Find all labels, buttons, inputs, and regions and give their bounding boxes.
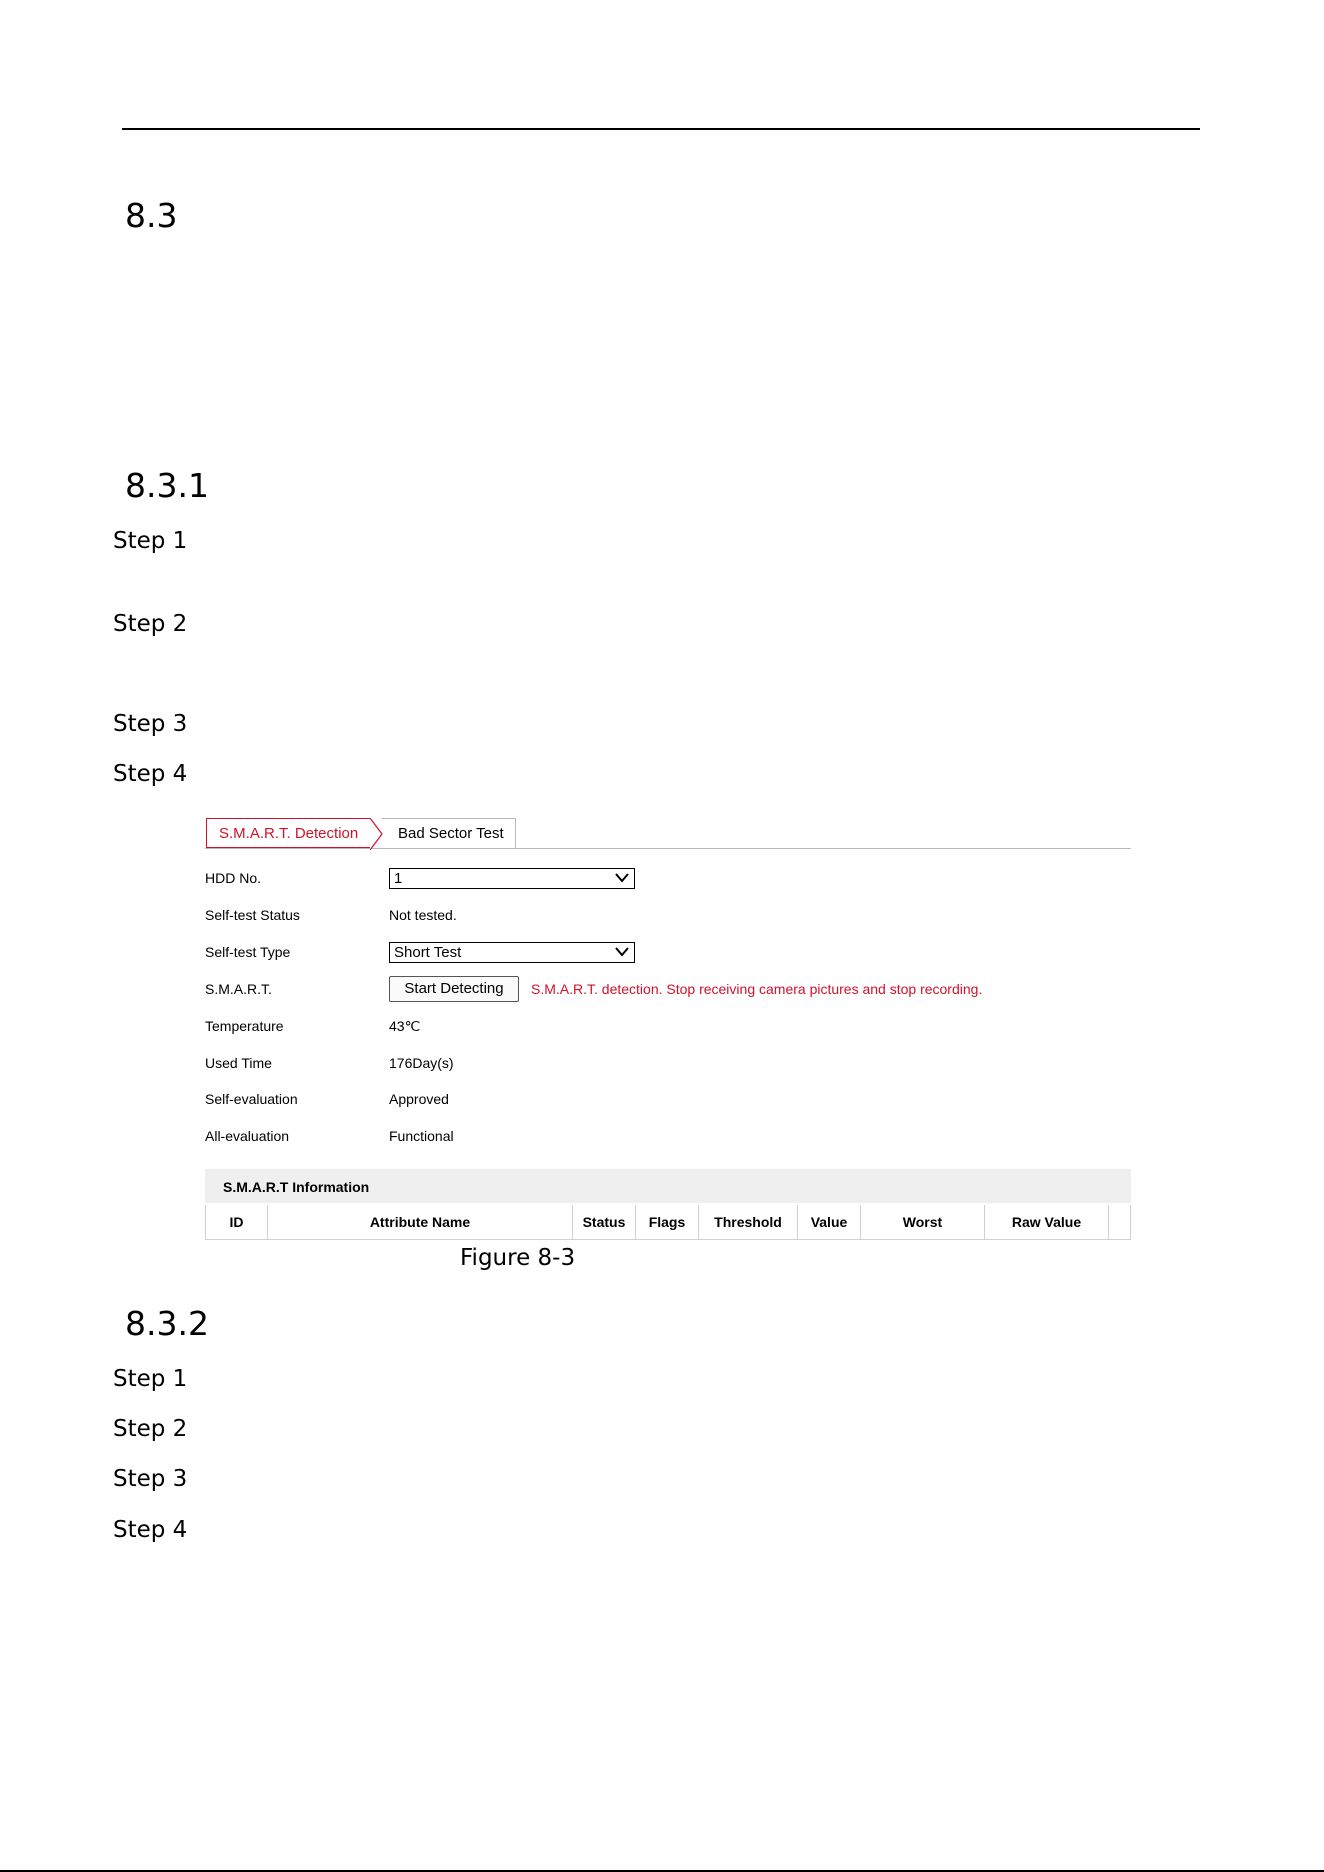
column-header-id[interactable]: ID: [205, 1205, 267, 1239]
tab-smart-detection[interactable]: [206, 818, 370, 848]
section-heading-8-3-1: 8.3.1: [125, 466, 209, 505]
step-label: Step 3: [113, 1466, 188, 1492]
step-label: Step 1: [113, 1366, 188, 1392]
temperature-label: Temperature: [205, 1018, 284, 1034]
step-label: Step 2: [113, 1416, 188, 1442]
column-header-flags[interactable]: Flags: [635, 1205, 698, 1239]
smart-information-title: S.M.A.R.T Information: [223, 1179, 370, 1195]
chevron-down-icon: [614, 944, 630, 960]
smart-information-header: [205, 1169, 1131, 1203]
all-evaluation-label: All-evaluation: [205, 1128, 290, 1144]
figure-caption: Figure 8-3: [460, 1245, 576, 1271]
temperature-value: 43℃: [389, 1018, 421, 1034]
self-test-status-value: Not tested.: [389, 907, 457, 923]
self-evaluation-value: Approved: [389, 1091, 449, 1107]
hdd-no-label: HDD No.: [205, 870, 262, 886]
self-test-type-label: Self-test Type: [205, 944, 291, 960]
column-header-value[interactable]: Value: [797, 1205, 860, 1239]
chevron-down-icon: [614, 870, 630, 886]
header-rule: [122, 128, 1200, 130]
smart-table-header: [205, 1205, 1131, 1240]
hdd-no-select[interactable]: [389, 868, 635, 889]
used-time-label: Used Time: [205, 1055, 272, 1071]
step-label: Step 4: [113, 761, 188, 787]
self-test-type-select[interactable]: [389, 942, 635, 963]
step-label: Step 3: [113, 711, 188, 737]
smart-warning-text: S.M.A.R.T. detection. Stop receiving camera pictures and stop recording.: [531, 981, 983, 997]
used-time-value: 176Day(s): [389, 1055, 454, 1071]
tab-bad-sector-test[interactable]: [382, 818, 516, 848]
column-header-status[interactable]: Status: [572, 1205, 635, 1239]
tab-bad-sector-test-label: Bad Sector Test: [398, 825, 504, 842]
step-label: Step 4: [113, 1517, 188, 1543]
section-heading-8-3: 8.3: [125, 196, 178, 235]
column-header-raw-value[interactable]: Raw Value: [984, 1205, 1108, 1239]
section-heading-8-3-2: 8.3.2: [125, 1304, 209, 1343]
smart-label: S.M.A.R.T.: [205, 981, 272, 997]
step-label: Step 2: [113, 611, 188, 637]
tab-smart-detection-label: S.M.A.R.T. Detection: [219, 825, 359, 842]
step-label: Step 1: [113, 528, 188, 554]
table-scroll-gutter: [1108, 1205, 1131, 1239]
hdd-no-value: 1: [394, 870, 403, 887]
start-detecting-button[interactable]: Start Detecting: [389, 976, 519, 1002]
smart-detection-panel: [205, 816, 1131, 1242]
self-test-status-label: Self-test Status: [205, 907, 300, 923]
column-header-worst[interactable]: Worst: [860, 1205, 984, 1239]
all-evaluation-value: Functional: [389, 1128, 454, 1144]
self-test-type-value: Short Test: [394, 944, 462, 961]
column-header-attribute-name[interactable]: Attribute Name: [267, 1205, 572, 1239]
column-header-threshold[interactable]: Threshold: [698, 1205, 797, 1239]
self-evaluation-label: Self-evaluation: [205, 1091, 298, 1107]
